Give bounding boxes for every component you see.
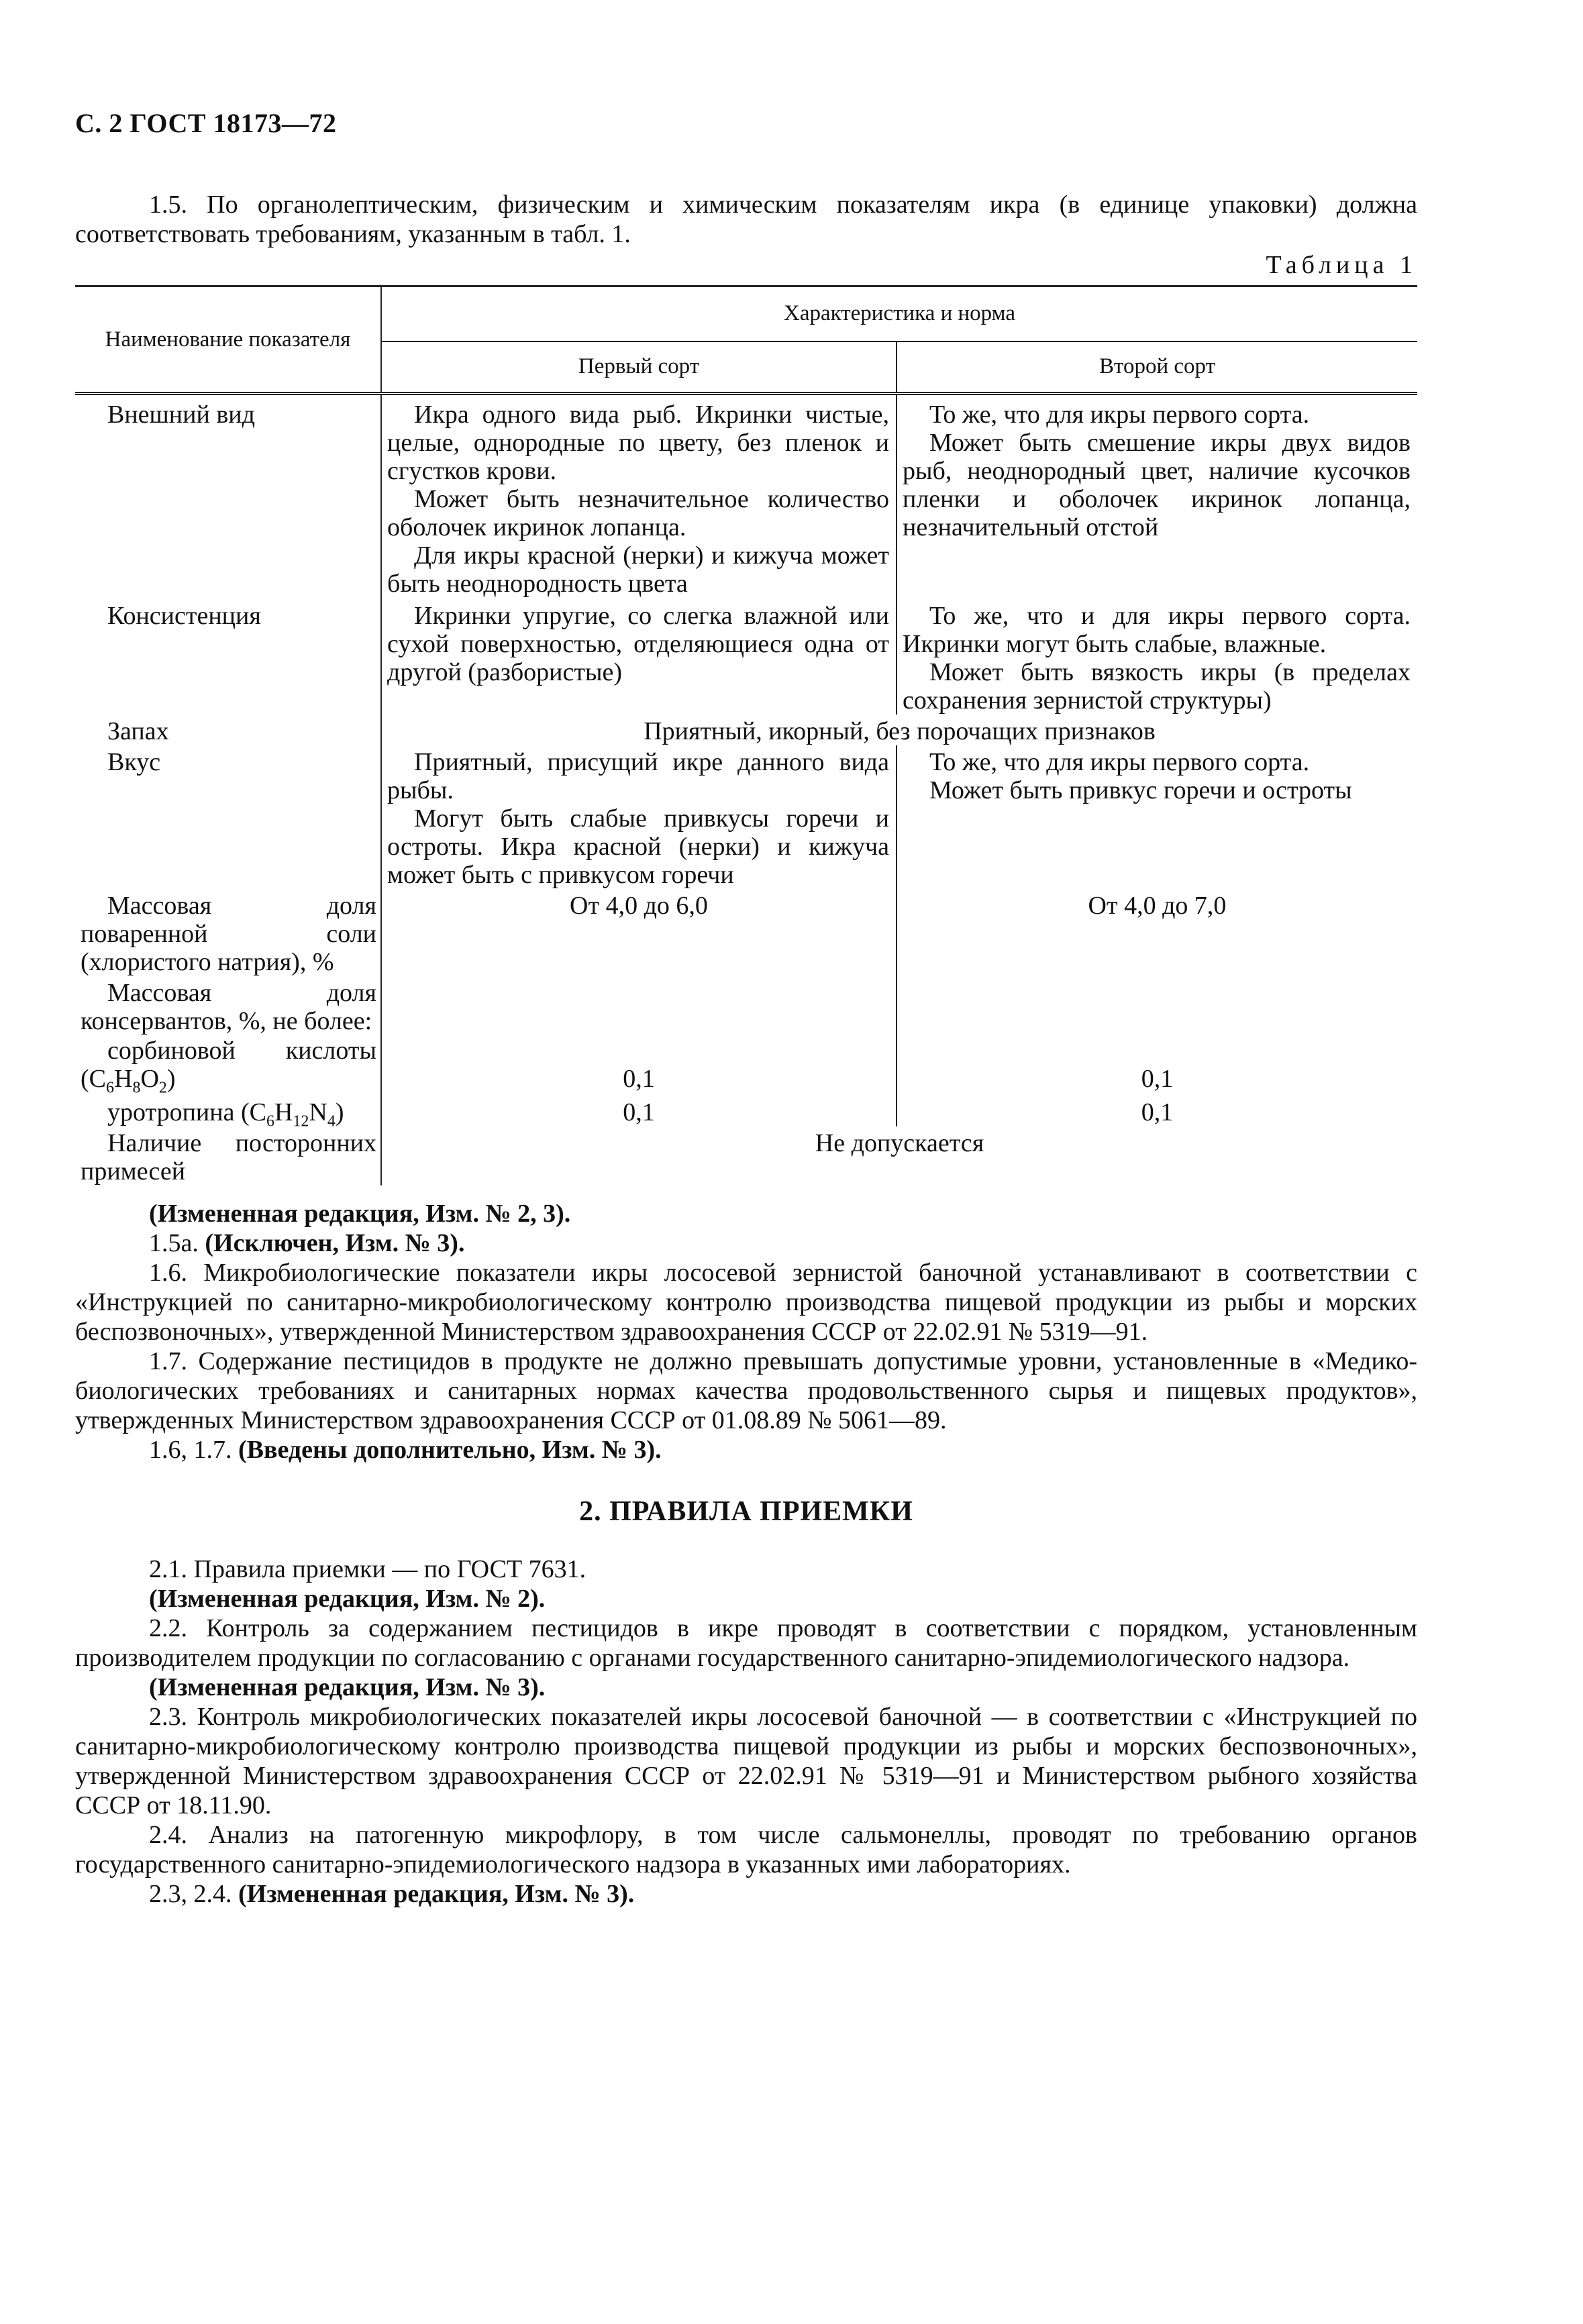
- row-label: Консистенция: [107, 602, 261, 630]
- amendment-note: (Измененная редакция, Изм. № 3).: [149, 1673, 546, 1701]
- amendment-note: 2.3, 2.4. (Измененная редакция, Изм. № 3).: [149, 1880, 635, 1908]
- table-row-preservatives: [75, 976, 1417, 1035]
- first-grade-cell: [381, 976, 897, 1035]
- second-grade-cell: 0,1: [897, 1093, 1417, 1126]
- both-grades-cell: Не допускается: [381, 1126, 1417, 1185]
- first-grade-cell: Приятный, присущий икре данного вида рыбы. Могут быть слабые привкусы горечи и остроты. Икра красной (нерки) и кижуча может быть с привкусом горечи: [381, 745, 897, 889]
- amendment-note: (Измененная редакция, Изм. № 2).: [149, 1585, 546, 1613]
- row-label: сорбиновой кислоты $(C_6H_8O_2)$: [81, 1037, 376, 1097]
- row-label: Внешний вид: [107, 401, 255, 429]
- column-header-group: Характеристика и норма: [381, 286, 1417, 341]
- second-grade-cell: То же, что и для икры первого сорта. Икринки могут быть слабые, влажные. Может быть вязкость икры (в пределах сохранения зернистой структуры): [897, 598, 1417, 715]
- row-label: уротропина $(C_6H_{12}N_4)$: [107, 1098, 344, 1130]
- table-caption: Таблица 1: [1266, 251, 1417, 279]
- amendment-note: (Измененная редакция, Изм. № 2, 3).: [149, 1200, 571, 1228]
- paragraph-1-6: 1.6. Микробиологические показатели икры лососевой зернистой баночной устанавливают в соответствии с «Инструкцией по санитарно-микробиологическому контролю производства пищевой продукции из рыбы и морских беспозвоночных», утвержденной Министерством здравоохранения СССР от 22.02.91 № 5319—91.: [75, 1259, 1417, 1346]
- table-header: [75, 286, 1417, 394]
- first-grade-cell: Икринки упругие, со слегка влажной или сухой поверхностью, отделяющиеся одна от другой (разбористые): [381, 598, 897, 715]
- table-row-smell: [75, 715, 1417, 745]
- paragraph-2-1: 2.1. Правила приемки — по ГОСТ 7631.: [149, 1555, 586, 1583]
- table-row-urotropine: [75, 1093, 1417, 1126]
- row-label: Запах: [107, 717, 169, 745]
- second-grade-cell: То же, что для икры первого сорта. Может быть смешение икры двух видов рыб, неоднородный цвет, наличие кусочков пленки и оболочек икринок лопанца, незначительный отстой: [897, 394, 1417, 598]
- column-header-second-grade: Второй сорт: [897, 341, 1417, 394]
- table-row-impurities: [75, 1126, 1417, 1185]
- table-row-salt: [75, 889, 1417, 976]
- amendment-note: 1.6, 1.7. (Введены дополнительно, Изм. № 3).: [149, 1436, 662, 1464]
- second-grade-cell: 0,1: [897, 1035, 1417, 1093]
- paragraph-2-3: 2.3. Контроль микробиологических показателей икры лососевой баночной — в соответствии с «Инструкцией по санитарно-микробиологическому контролю производства пищевой продукции из рыбы и морских беспозвоночных», утвержденной Министерством здравоохранения СССР от 22.02.91 № 5319—91 и Министерством рыбного хозяйства СССР от 18.11.90.: [75, 1703, 1417, 1819]
- after-table-notes: [75, 1199, 1417, 1465]
- row-label: Вкус: [107, 748, 161, 776]
- first-grade-cell: От 4,0 до 6,0: [381, 889, 897, 976]
- column-header-first-grade: Первый сорт: [381, 341, 897, 394]
- row-label: Наличие посторонних примесей: [81, 1129, 376, 1185]
- paragraph-2-2: 2.2. Контроль за содержанием пестицидов в икре проводят в соответствии с порядком, установленным производителем продукции по согласованию с органами государственного санитарно-эпидемиологического надзора.: [75, 1614, 1417, 1672]
- row-label: Массовая доля консервантов, %, не более:: [81, 979, 376, 1035]
- table-row-sorbic-acid: [75, 1035, 1417, 1093]
- row-label: Массовая доля поваренной соли (хлористого натрия), %: [81, 892, 376, 976]
- both-grades-cell: Приятный, икорный, без порочащих признаков: [381, 715, 1417, 745]
- table-row-consistency: [75, 598, 1417, 715]
- first-grade-cell: 0,1: [381, 1093, 897, 1126]
- table-1: [75, 285, 1417, 1185]
- first-grade-cell: Икра одного вида рыб. Икринки чистые, целые, однородные по цвету, без пленок и сгустков крови. Может быть незначительное количество оболочек икринок лопанца. Для икры красной (нерки) и кижуча может быть неоднородность цвета: [381, 394, 897, 598]
- column-header-name: Наименование показателя: [75, 286, 381, 394]
- page-header: С. 2 ГОСТ 18173—72: [75, 108, 337, 138]
- paragraph-1-5a: 1.5а. (Исключен, Изм. № 3).: [149, 1229, 465, 1257]
- paragraph-1-5: 1.5. По органолептическим, физическим и химическим показателям икра (в единице упаковки) должна соответствовать требованиям, указанным в табл. 1.: [75, 191, 1417, 248]
- second-grade-cell: [897, 976, 1417, 1035]
- table-row-appearance: [75, 394, 1417, 598]
- section-title: 2. ПРАВИЛА ПРИЕМКИ: [579, 1496, 913, 1527]
- second-grade-cell: То же, что для икры первого сорта. Может быть привкус горечи и остроты: [897, 745, 1417, 889]
- paragraph-1-7: 1.7. Содержание пестицидов в продукте не должно превышать допустимые уровни, установленные в «Медико-биологических требованиях и санитарных нормах качества продовольственного сырья и пищевых продуктов», утвержденных Министерством здравоохранения СССР от 01.08.89 № 5061—89.: [75, 1347, 1417, 1434]
- paragraph-2-4: 2.4. Анализ на патогенную микрофлору, в том числе сальмонеллы, проводят по требованию органов государственного санитарно-эпидемиологического надзора в указанных ими лабораториях.: [75, 1821, 1417, 1879]
- first-grade-cell: 0,1: [381, 1035, 897, 1093]
- document-page: [75, 107, 1417, 1909]
- second-grade-cell: От 4,0 до 7,0: [897, 889, 1417, 976]
- table-row-taste: [75, 745, 1417, 889]
